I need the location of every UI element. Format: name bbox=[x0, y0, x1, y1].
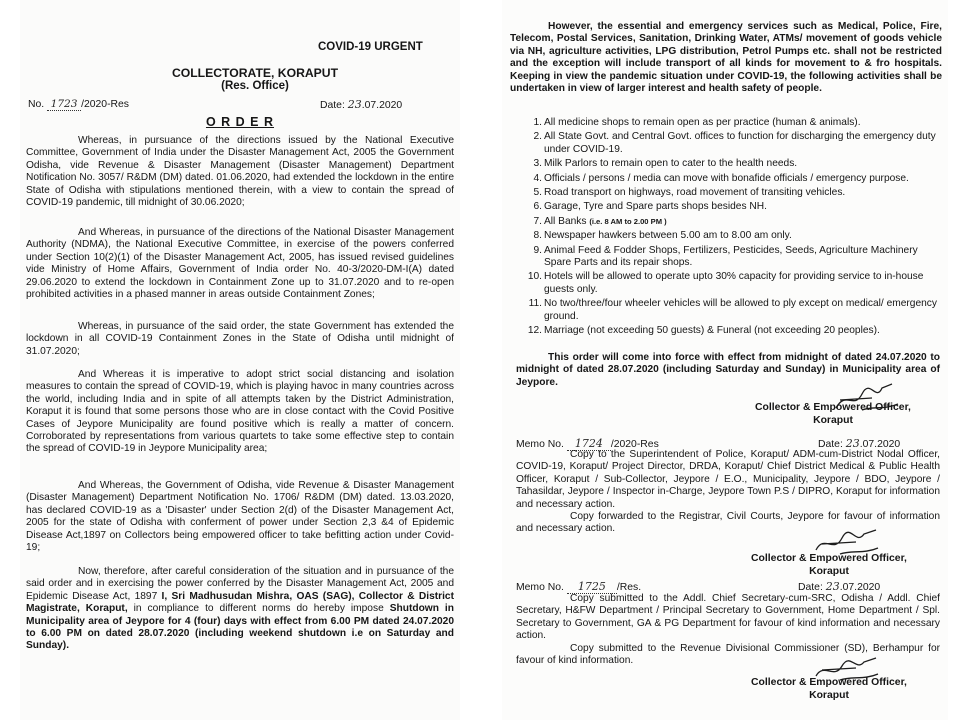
order-number-handwritten: 1723 bbox=[47, 98, 81, 111]
memo-1-number: Memo No. 1724 /2020-Res bbox=[516, 437, 659, 450]
activity-item: 8. Newspaper hawkers between 5.00 am to 8.00 am only. bbox=[533, 230, 792, 242]
memo-2-copy-2: Copy submitted to the Revenue Divisional Commissioner (SD), Berhampur for favour of kind information. bbox=[516, 643, 940, 667]
memo-2-copy-1: Copy submitted to the Addl. Chief Secretary-cum-SRC, Odisha / Addl. Chief Secretary, H&FW Department / Principal Secretary to Government, Home Department / Spl. Secretary to Government, GA & PG Department for favour of kind information and necessary action. bbox=[516, 593, 940, 642]
activity-item: 1. All medicine shops to remain open as per practice (human & animals). bbox=[533, 117, 861, 128]
office-title: COLLECTORATE, KORAPUT bbox=[171, 66, 339, 80]
activity-item: 2. All State Govt. and Central Govt. offices to function for discharging the emergency duty under COVID-19. bbox=[533, 131, 936, 155]
memo-2-date: Date: 23.07.2020 bbox=[798, 580, 881, 593]
signature-1-block bbox=[738, 402, 928, 427]
signature-2-title: Collector & Empowered Officer, bbox=[751, 553, 907, 564]
paragraph-6: Now, therefore, after careful consideration of the situation and in pursuance of the said order and in exercising the power conferred by the Disaster Management Act, 2005 and Epidemic Disease Act, 1897 I, Sri Madhusudan Mishra, OAS (SAG), Collector & District Magistrate, Koraput, in compliance to different norms do hereby impose Shutdown in Municipality area of Jeypore for 4 (four) days with effect from 6.00 PM dated 24.07.2020 to 6.00 PM on dated 28.07.2020 (including weekend shutdown i.e on Saturday and Sunday). bbox=[26, 566, 454, 652]
memo-1-copy-2: Copy forwarded to the Registrar, Civil Courts, Jeypore for favour of information and necessary action. bbox=[516, 511, 940, 535]
bank-hours-note: (i.e. 8 AM to 2.00 PM ) bbox=[589, 216, 667, 226]
right-page bbox=[502, 0, 948, 720]
services-intro: However, the essential and emergency services such as Medical, Police, Fire, Telecom, Postal Services, Sanitation, Drinking Water, ATMs/ movement of goods vehicle via NH, agriculture activities, LPG distribution, Petrol Pumps etc. shall not be restricted and the exception will include transport of all kinds for movement to & fro hospitals. Keeping in view the pandemic situation under COVID-19, the following activities shall be undertaken in view of larger interest and health safety of people. bbox=[510, 21, 942, 95]
activity-item: 5. Road transport on highways, road movement of transiting vehicles. bbox=[533, 187, 846, 199]
paragraph-2: And Whereas, in pursuance of the directions of the National Disaster Management Authority (NDMA), the National Executive Committee, in exercise of the powers conferred under Section 10(2)(1) of the Disaster Management Act, 2005, has issued revised guidelines vide Ministry of Home Affairs, Government of India order No. 40-3/2020-DM-I(A) dated 29.06.2020 to extend the lockdown in Containment Zone up to 31.07.2020 and to re-open prohibited activities in a phased manner in areas outside Containment Zones; bbox=[26, 227, 454, 301]
activity-list bbox=[522, 117, 942, 340]
activity-item: 11. No two/three/four wheeler vehicles will be allowed to ply except on medical/ emergency ground. bbox=[528, 298, 937, 322]
memo-1-date-handwritten: 23 bbox=[845, 437, 860, 450]
paragraph-5: And Whereas, the Government of Odisha, vide Revenue & Disaster Management (Disaster Management) Department Notification No. 1706/ R&DM (DM) dated. 13.03.2020, has declared COVID-19 as a 'Disaster' under Section 2(d) of the Disaster Management Act, 2005 for the state of Odisha with conferment of power under Section 2,3 &4 of Epidemic Disease Act,1897 on Collectors being empowered officer to take befitting action under Covid-19; bbox=[26, 480, 454, 554]
memo-2-number-handwritten: 1725 bbox=[567, 580, 617, 594]
paragraph-3: Whereas, in pursuance of the said order, the state Government has extended the lockdown in all COVID-19 Containment Zones in the State of Odisha until midnight of 31.07.2020; bbox=[26, 321, 454, 357]
memo-1-date: Date: 23.07.2020 bbox=[818, 437, 901, 450]
paragraph-1: Whereas, in pursuance of the directions issued by the National Executive Committee, Government of India under the Disaster Management Act, 2005 the Government Odisha, vide Revenue & Disaster Management (Disaster Management) Department Notification No. 3057/ R&DM (DM) dated. 01.06.2020, had extended the lockdown in the entire State of Odisha with stipulations mentioned therein, with a view to contain the spread of COVID-19 pandemic, till midnight of 30.06.2020; bbox=[26, 135, 454, 209]
force-statement: This order will come into force with effect from midnight of dated 24.07.2020 to midnight of dated 28.07.2020 (including Saturday and Sunday) in Municipality area of Jeypore. bbox=[516, 352, 940, 388]
memo-2-number: Memo No. 1725 /Res. bbox=[516, 580, 642, 593]
office-subtitle: (Res. Office) bbox=[221, 80, 289, 92]
signature-3-title: Collector & Empowered Officer, bbox=[751, 677, 907, 688]
order-number: No. 1723 /2020-Res bbox=[28, 98, 130, 110]
order-date-handwritten: 23 bbox=[347, 98, 362, 111]
page-gutter bbox=[470, 0, 492, 720]
order-date: Date: 23.07.2020 bbox=[320, 98, 403, 111]
memo-2-date-handwritten: 23 bbox=[825, 580, 840, 593]
signature-2-place: Koraput bbox=[809, 565, 849, 577]
activity-item: 7. All Banks (i.e. 8 AM to 2.00 PM ) bbox=[533, 215, 667, 227]
signature-3-place: Koraput bbox=[809, 689, 849, 701]
signature-2-block bbox=[734, 553, 924, 578]
paragraph-4: And Whereas it is imperative to adopt strict social distancing and isolation measures to contain the spread of COVID-19, which is playing havoc in many countries across the world, including India and in spite of all attempts taken by the District Administration, Koraput it is found that some persons those who are in close contact with the Covid Positive Cases of Jeypore Municipality are found positive which is really a matter of concern. Corroborated by representations from various quartets to take some effective step to contain the spread of COVID-19 in Jeypore Municipality area; bbox=[26, 369, 454, 455]
activity-item: 6. Garage, Tyre and Spare parts shops besides NH. bbox=[533, 201, 767, 213]
activity-item: 10. Hotels will be allowed to operate upto 30% capacity for providing service to in-house guests only. bbox=[527, 271, 924, 295]
order-heading: O R D E R bbox=[205, 115, 275, 129]
memo-1-copy-1: Copy to the Superintendent of Police, Koraput/ ADM-cum-District Nodal Officer, COVID-19, Koraput/ Project Director, DRDA, Koraput/ Chief District Medical & Public Health Officer, Koraput / Sub-Collector, Jeypore / E.O., Municipality, Jeypore / BDO, Jeypore / Tahasildar, Jeypore / Inspector in-Charge, Jeypore Town P.S / DIPRO, Koraput for information and necessary action. bbox=[516, 449, 940, 510]
activity-item: 12. Marriage (not exceeding 50 guests) & Funeral (not exceeding 20 peoples). bbox=[527, 325, 880, 337]
signature-1-place: Koraput bbox=[813, 414, 853, 426]
signature-1-title: Collector & Empowered Officer, bbox=[755, 402, 911, 413]
activity-item: 9. Animal Feed & Fodder Shops, Fertilizers, Pesticides, Seeds, Agriculture Machinery Spare Parts and its repair shops. bbox=[533, 244, 918, 269]
activity-item: 3. Milk Parlors to remain open to cater to the health needs. bbox=[533, 158, 798, 170]
signature-3-block bbox=[734, 677, 924, 702]
activity-item: 4. Officials / persons / media can move with bonafide officials / emergency purpose. bbox=[533, 172, 909, 184]
urgent-label: COVID-19 URGENT bbox=[318, 41, 423, 53]
memo-1-number-handwritten: 1724 bbox=[567, 437, 611, 451]
left-page bbox=[20, 0, 460, 720]
